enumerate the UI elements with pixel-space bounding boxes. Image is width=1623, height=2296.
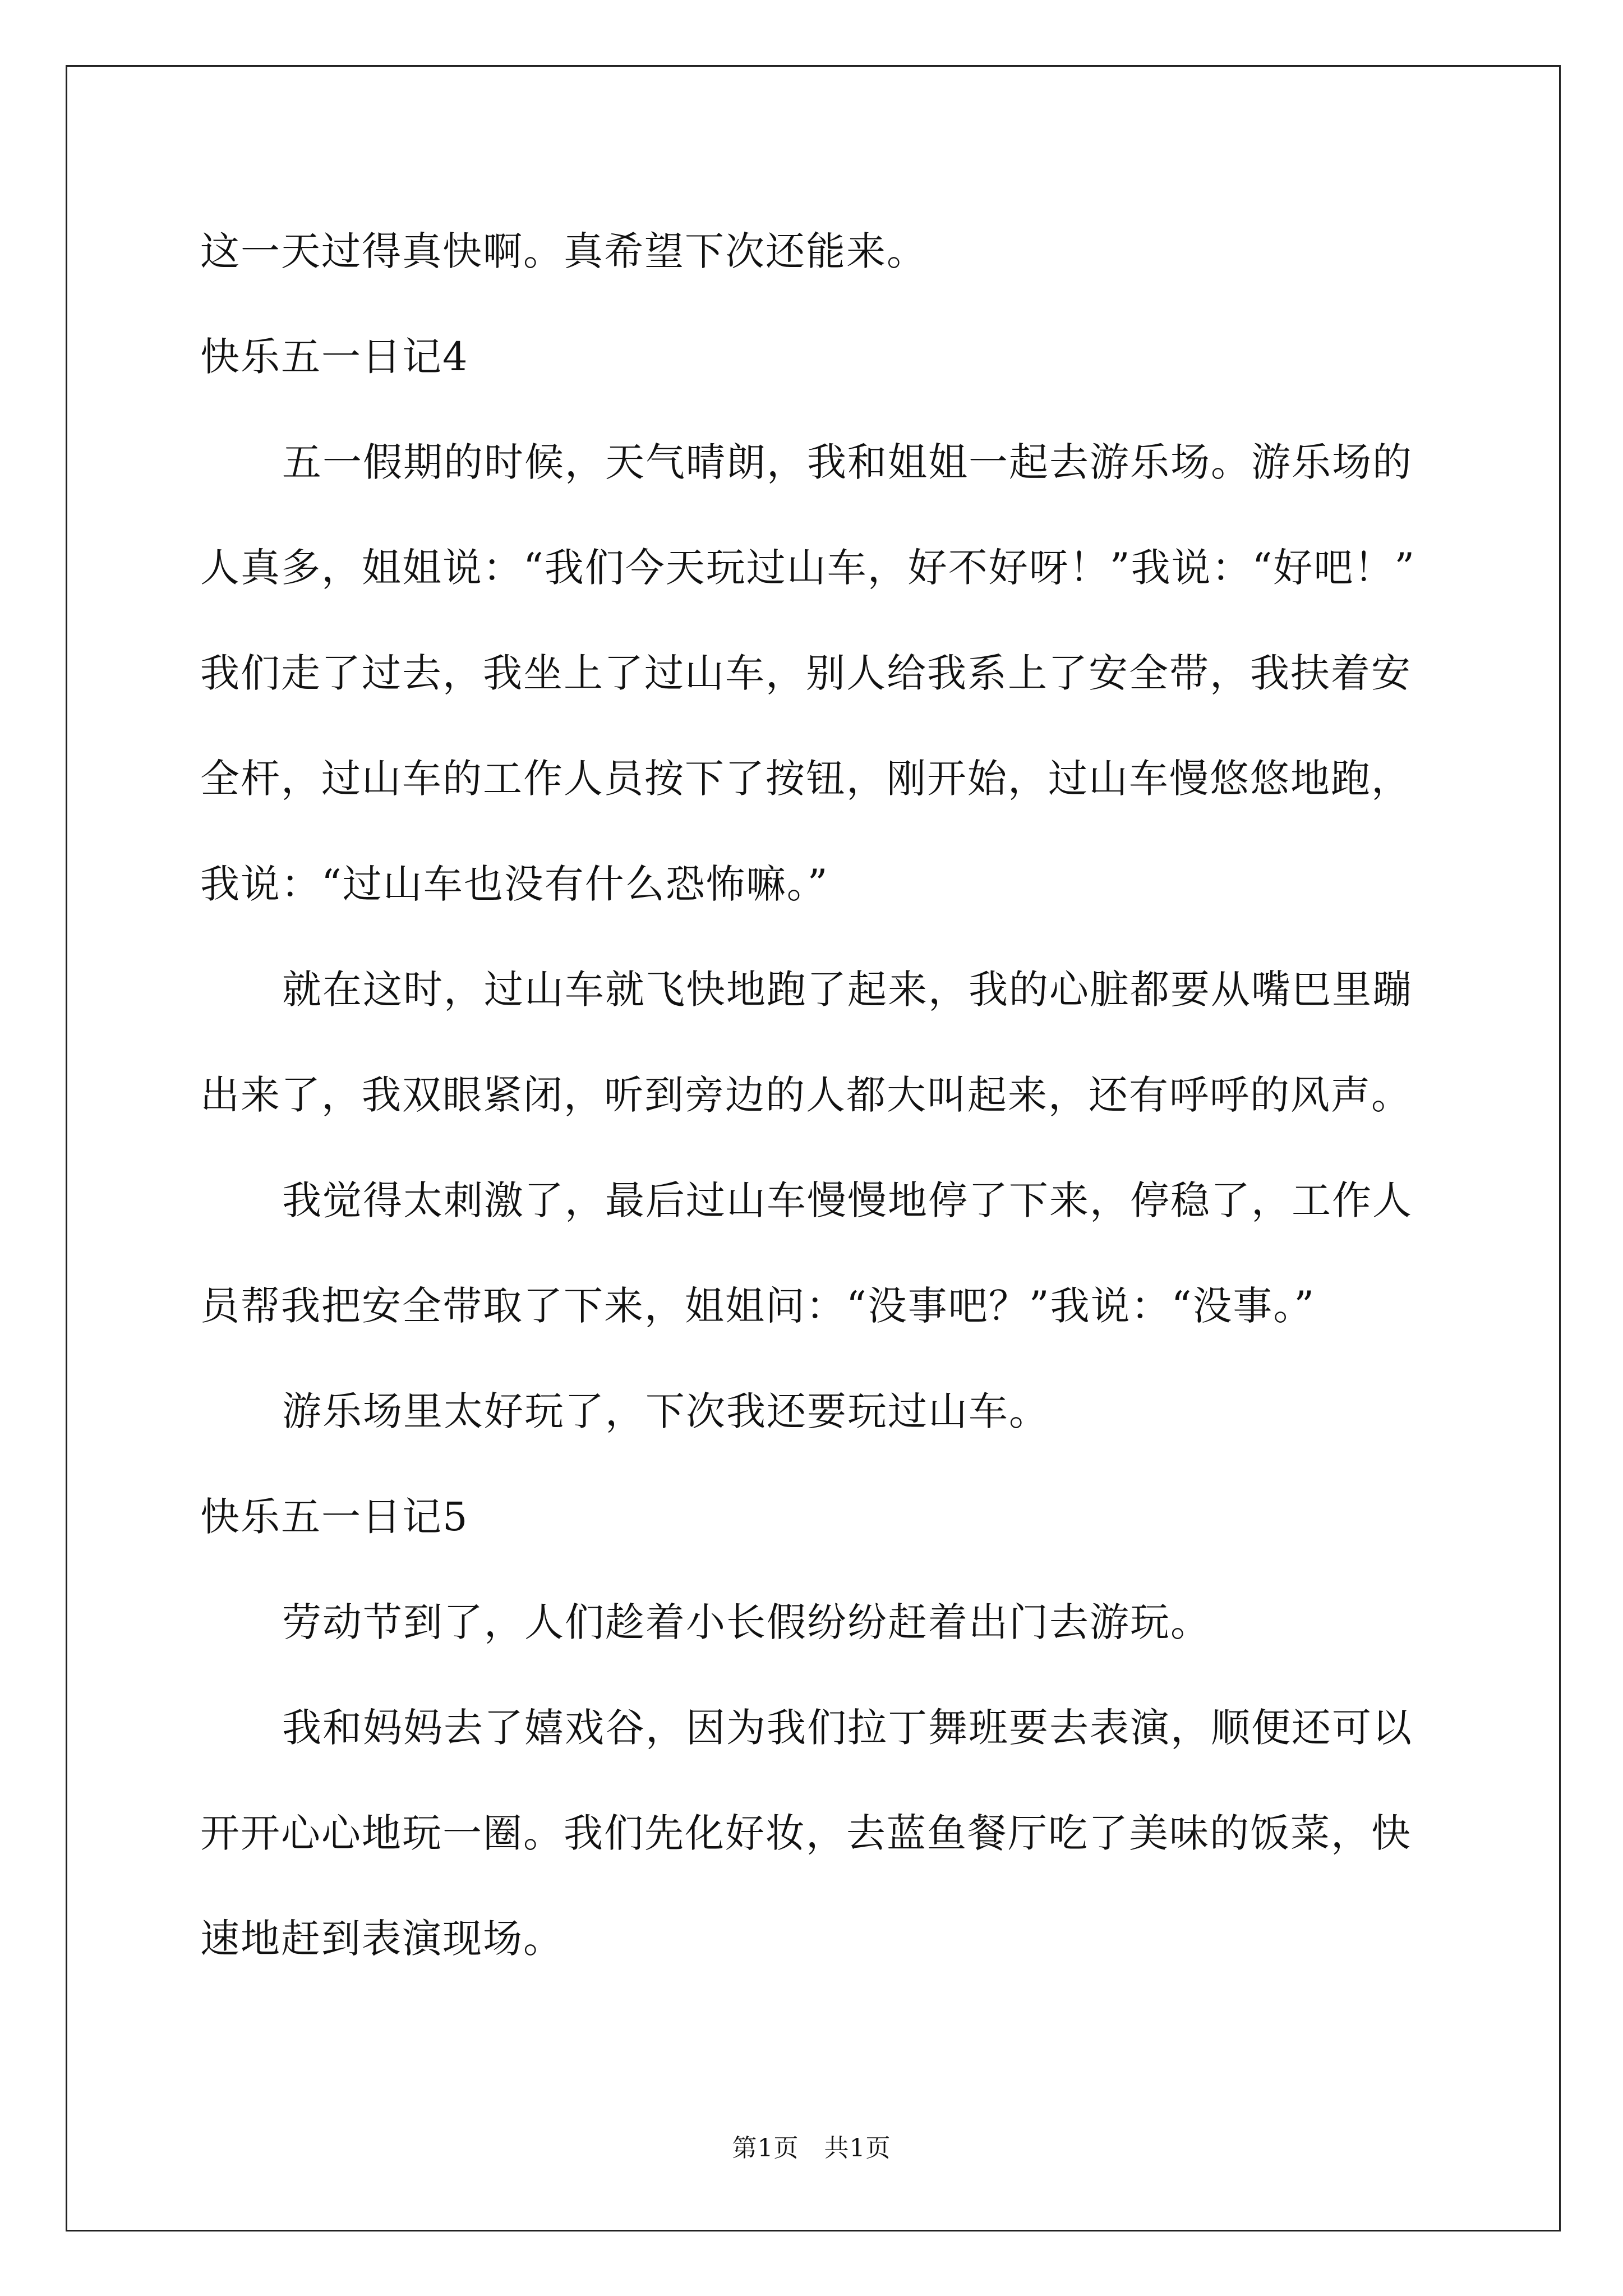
paragraph-line: 速地赶到表演现场。 xyxy=(200,1916,564,1962)
section-heading-diary-4: 快乐五一日记4 xyxy=(200,334,469,380)
section-heading-diary-5: 快乐五一日记5 xyxy=(200,1494,469,1540)
paragraph-line: 五一假期的时候，天气晴朗，我和姐姐一起去游乐场。游乐场的 xyxy=(282,439,1413,485)
paragraph-line: 人真多，姐姐说：“我们今天玩过山车，好不好呀！”我说：“好吧！” xyxy=(200,545,1416,591)
paragraph-line: 全杆，过山车的工作人员按下了按钮，刚开始，过山车慢悠悠地跑， xyxy=(200,756,1412,802)
paragraph-line: 游乐场里太好玩了，下次我还要玩过山车。 xyxy=(282,1388,1049,1434)
paragraph-line: 员帮我把安全带取了下来，姐姐问：“没事吧？”我说：“没事。” xyxy=(200,1283,1316,1329)
page-border xyxy=(66,65,1561,2231)
paragraph-line: 我觉得太刺激了，最后过山车慢慢地停了下来，停稳了，工作人 xyxy=(282,1177,1413,1223)
paragraph-line: 开开心心地玩一圈。我们先化好妆，去蓝鱼餐厅吃了美味的饭菜，快 xyxy=(200,1810,1412,1856)
paragraph-line: 我和妈妈去了嬉戏谷，因为我们拉丁舞班要去表演，顺便还可以 xyxy=(282,1705,1413,1751)
paragraph-line: 劳动节到了，人们趁着小长假纷纷赶着出门去游玩。 xyxy=(282,1599,1211,1645)
paragraph-line: 就在这时，过山车就飞快地跑了起来，我的心脏都要从嘴巴里蹦 xyxy=(282,967,1413,1013)
paragraph-line: 我们走了过去，我坐上了过山车，别人给我系上了安全带，我扶着安 xyxy=(200,650,1412,696)
paragraph-line: 出来了，我双眼紧闭，听到旁边的人都大叫起来，还有呼呼的风声。 xyxy=(200,1072,1412,1118)
text-line-1: 这一天过得真快啊。真希望下次还能来。 xyxy=(200,228,927,274)
paragraph-line: 我说：“过山车也没有什么恐怖嘛。” xyxy=(200,861,829,907)
page-number-footer: 第1页 共1页 xyxy=(732,2134,891,2162)
